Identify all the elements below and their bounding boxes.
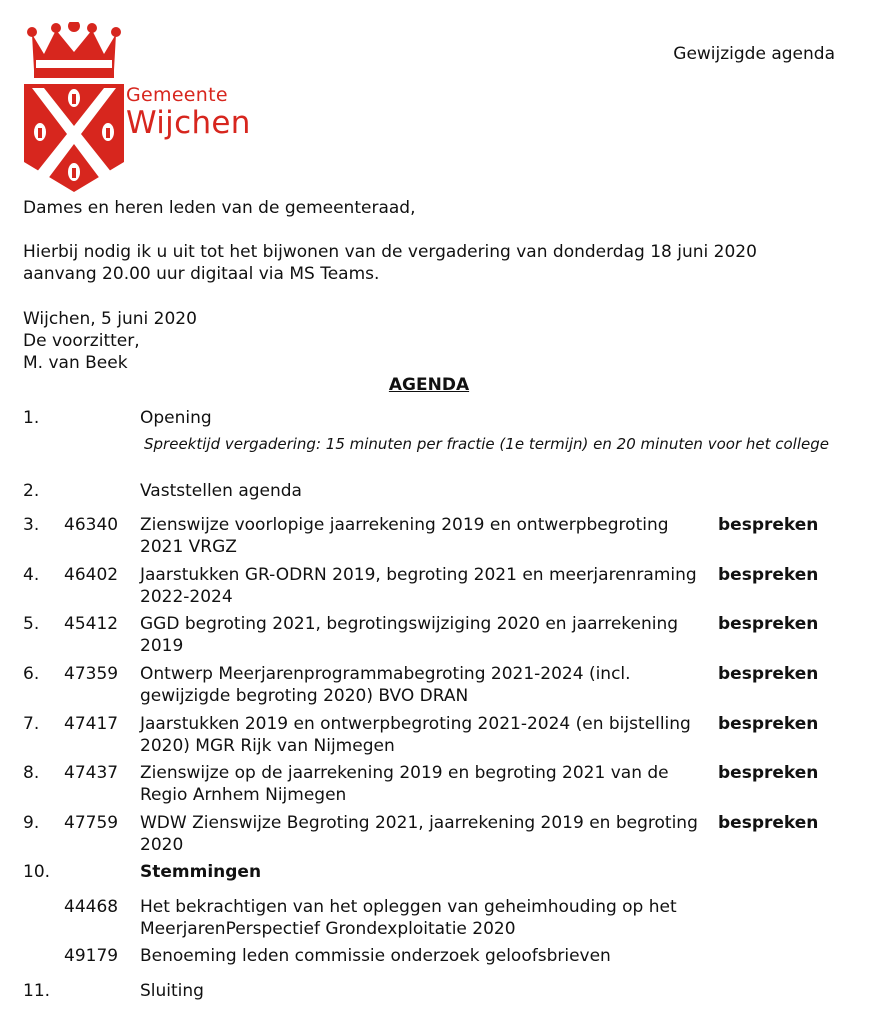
salutation: Dames en heren leden van de gemeenteraad,	[23, 198, 416, 218]
item-code: 47417	[64, 714, 119, 734]
item-subject: Zienswijze op de jaarrekening 2019 en begroting 2021 van de Regio Arnhem Nijmegen	[140, 763, 669, 805]
item-subject: Vaststellen agenda	[140, 481, 302, 501]
item-subject: Opening	[140, 408, 212, 428]
item-number: 10.	[23, 862, 51, 882]
item-code: 47359	[64, 664, 119, 684]
opening-note: Spreektijd vergadering: 15 minuten per fractie (1e termijn) en 20 minuten voor het college	[144, 435, 829, 453]
item-subject: Benoeming leden commissie onderzoek geloofsbrieven	[140, 946, 611, 966]
logo-line-wijchen: Wijchen	[126, 105, 251, 141]
item-action: bespreken	[718, 714, 819, 734]
item-subject: Het bekrachtigen van het opleggen van geheimhouding op het MeerjarenPerspectief Grondexploitatie 2020	[140, 897, 677, 939]
item-number: 2.	[23, 481, 40, 501]
invitation-line-1: Hierbij nodig ik u uit tot het bijwonen van de vergadering van donderdag 18 juni 2020	[23, 242, 757, 262]
item-subject: Jaarstukken 2019 en ontwerpbegroting 2021-2024 (en bijstelling 2020) MGR Rijk van Nijmegen	[140, 714, 691, 756]
item-subject: Sluiting	[140, 981, 204, 1001]
item-action: bespreken	[718, 763, 819, 783]
item-number: 6.	[23, 664, 40, 684]
item-number: 4.	[23, 565, 40, 585]
item-code: 49179	[64, 946, 119, 966]
item-subject: WDW Zienswijze Begroting 2021, jaarrekening 2019 en begroting 2020	[140, 813, 698, 855]
item-subject: Zienswijze voorlopige jaarrekening 2019 en ontwerpbegroting 2021 VRGZ	[140, 515, 669, 557]
item-number: 7.	[23, 714, 40, 734]
document-status: Gewijzigde agenda	[673, 44, 835, 64]
item-number: 5.	[23, 614, 40, 634]
item-code: 44468	[64, 897, 119, 917]
logo-line-gemeente: Gemeente	[126, 84, 228, 106]
signatory-name: M. van Beek	[23, 353, 128, 373]
item-number: 9.	[23, 813, 40, 833]
item-number: 11.	[23, 981, 51, 1001]
item-subject: Stemmingen	[140, 862, 262, 882]
logo-wordmark	[126, 84, 251, 140]
item-number: 8.	[23, 763, 40, 783]
item-subject: GGD begroting 2021, begrotingswijziging 2020 en jaarrekening 2019	[140, 614, 679, 656]
item-code: 47759	[64, 813, 119, 833]
municipality-logo	[22, 22, 258, 194]
item-subject: Jaarstukken GR-ODRN 2019, begroting 2021 en meerjarenraming 2022-2024	[140, 565, 697, 607]
coat-of-arms-icon	[22, 22, 126, 194]
invitation-line-2: aanvang 20.00 uur digitaal via MS Teams.	[23, 264, 380, 284]
item-number: 3.	[23, 515, 40, 535]
item-number: 1.	[23, 408, 40, 428]
item-action: bespreken	[718, 813, 819, 833]
item-action: bespreken	[718, 664, 819, 684]
signatory-role: De voorzitter,	[23, 331, 140, 351]
agenda-title: AGENDA	[388, 375, 470, 395]
place-date: Wijchen, 5 juni 2020	[23, 309, 197, 329]
item-action: bespreken	[718, 614, 819, 634]
signature-block	[23, 308, 197, 374]
item-action: bespreken	[718, 565, 819, 585]
item-subject: Ontwerp Meerjarenprogrammabegroting 2021-2024 (incl. gewijzigde begroting 2020) BVO DRAN	[140, 664, 631, 706]
item-code: 46340	[64, 515, 119, 535]
item-code: 45412	[64, 614, 119, 634]
item-code: 46402	[64, 565, 119, 585]
invitation-text	[23, 241, 757, 285]
item-code: 47437	[64, 763, 119, 783]
item-action: bespreken	[718, 515, 819, 535]
